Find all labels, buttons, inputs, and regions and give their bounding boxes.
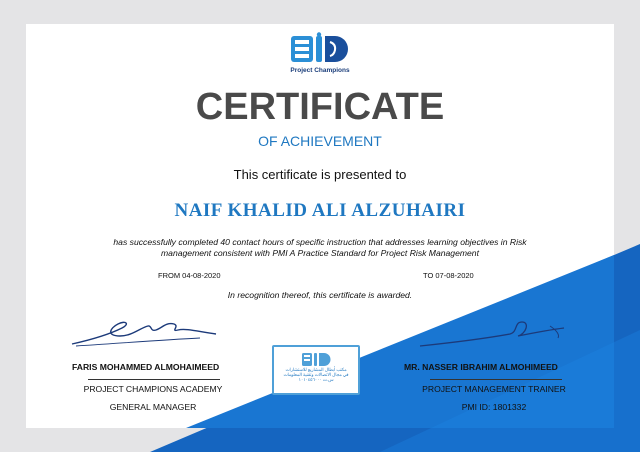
stamp-logo-icon	[301, 351, 331, 367]
presented-to-text: This certificate is presented to	[233, 167, 407, 182]
certificate-title: CERTIFICATE	[195, 86, 445, 128]
right-signature	[418, 316, 568, 350]
left-signature-rule	[88, 379, 220, 380]
stamp-line-2: في مجال الاتصالات وتقنية المعلومات	[283, 372, 349, 377]
certificate-subtitle: OF ACHIEVEMENT	[258, 133, 382, 149]
left-signer-name: FARIS MOHAMMED ALMOHAIMEED	[72, 362, 220, 372]
right-signer-role: PROJECT MANAGEMENT TRAINER	[422, 384, 566, 394]
right-signature-rule	[430, 379, 562, 380]
recipient-name: NAIF KHALID ALI ALZUHAIRI	[174, 200, 466, 221]
right-signer-pmi-id: PMI ID: 1801332	[461, 402, 527, 412]
left-signer-organization: PROJECT CHAMPIONS ACADEMY	[83, 384, 223, 394]
company-logo	[286, 32, 354, 74]
to-date: TO 07-08-2020	[423, 271, 474, 280]
left-signature	[70, 314, 220, 350]
left-signer-role: GENERAL MANAGER	[109, 402, 197, 412]
logo-caption: Project Champions	[290, 67, 350, 74]
project-champions-logo-icon	[289, 32, 351, 66]
from-date: FROM 04-08-2020	[158, 271, 221, 280]
achievement-description: has successfully completed 40 contact hours of specific instruction that addresses learning objectives in Risk management consistent with PMI A Practice Standard for Project Risk Management	[113, 237, 527, 258]
company-stamp	[272, 345, 360, 395]
stamp-line-3: س.ت ١٠١٠٤٥٦٠٠٠	[298, 377, 334, 382]
recognition-text: In recognition thereof, this certificate is awarded.	[227, 290, 413, 300]
right-signer-name: MR. NASSER IBRAHIM ALMOHIMEED	[404, 362, 558, 372]
stamp-line-1: مكتب أبطال المشاريع للاستشارات	[285, 367, 347, 372]
